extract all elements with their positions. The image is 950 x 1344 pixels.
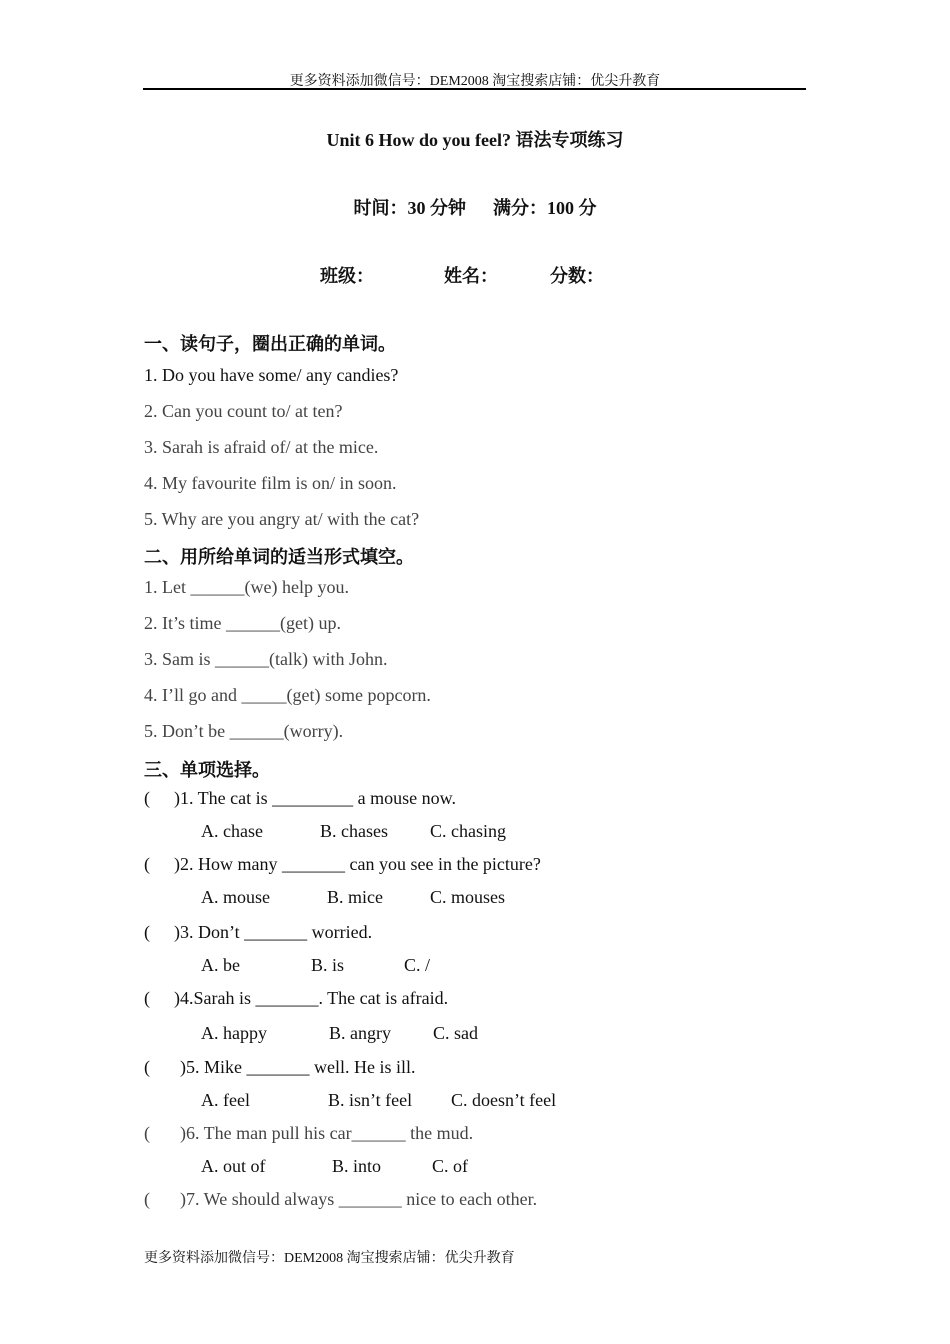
option-b: B. mice xyxy=(327,887,383,907)
exam-meta xyxy=(0,194,950,220)
section-2-item: 4. I’ll go and _____(get) some popcorn. xyxy=(144,685,431,705)
question-stem: )7. We should always _______ nice to each other. xyxy=(180,1189,538,1209)
question-row xyxy=(144,988,448,1009)
question-stem: )2. How many _______ can you see in the picture? xyxy=(174,854,541,874)
question-stem: )6. The man pull his car______ the mud. xyxy=(180,1123,474,1143)
section-1-item: 5. Why are you angry at/ with the cat? xyxy=(144,509,420,529)
answer-bracket: ( xyxy=(144,922,150,942)
class-field-label: 班级： xyxy=(320,266,374,286)
answer-bracket: ( xyxy=(144,988,150,1008)
option-a: A. feel xyxy=(201,1090,250,1110)
question-row xyxy=(144,1189,537,1210)
answer-bracket: ( xyxy=(144,788,150,808)
answer-bracket: ( xyxy=(144,1189,150,1209)
full-score: 满分：100 分 xyxy=(493,198,597,218)
option-a: A. be xyxy=(201,955,240,975)
option-c: C. / xyxy=(404,955,431,975)
option-c: C. sad xyxy=(433,1023,478,1043)
question-row xyxy=(144,1123,473,1144)
option-c: C. chasing xyxy=(430,821,506,841)
section-1-item: 3. Sarah is afraid of/ at the mice. xyxy=(144,437,379,457)
name-field-label: 姓名： xyxy=(444,266,498,286)
score-field-label: 分数： xyxy=(550,266,604,286)
section-2-item: 2. It’s time ______(get) up. xyxy=(144,613,341,633)
page-header: 更多资料添加微信号：DEM2008 淘宝搜索店铺：优尖升教育 xyxy=(289,74,661,89)
option-b: B. chases xyxy=(320,821,388,841)
option-c: C. mouses xyxy=(430,887,506,907)
option-b: B. isn’t feel xyxy=(328,1090,413,1110)
section-3-heading: 三、单项选择。 xyxy=(144,760,270,780)
question-stem: )4.Sarah is _______. The cat is afraid. xyxy=(174,988,449,1008)
section-2-item: 1. Let ______(we) help you. xyxy=(144,577,349,597)
option-c: C. doesn’t feel xyxy=(451,1090,557,1110)
option-a: A. out of xyxy=(201,1156,266,1176)
question-stem: )5. Mike _______ well. He is ill. xyxy=(180,1057,416,1077)
section-2-heading: 二、用所给单词的适当形式填空。 xyxy=(144,547,414,567)
answer-bracket: ( xyxy=(144,1057,150,1077)
header-divider xyxy=(143,88,806,90)
question-row xyxy=(144,788,456,809)
option-c: C. of xyxy=(432,1156,468,1176)
section-2-item: 5. Don’t be ______(worry). xyxy=(144,721,344,741)
question-row xyxy=(144,1057,415,1078)
question-row xyxy=(144,854,541,875)
question-row xyxy=(144,922,372,943)
document-title: Unit 6 How do you feel? 语法专项练习 xyxy=(326,130,624,150)
question-stem: )1. The cat is _________ a mouse now. xyxy=(174,788,456,808)
time-limit: 时间：30 分钟 xyxy=(353,198,466,218)
section-1-heading: 一、读句子，圈出正确的单词。 xyxy=(144,334,396,354)
section-1-item: 4. My favourite film is on/ in soon. xyxy=(144,473,397,493)
section-1-item: 2. Can you count to/ at ten? xyxy=(144,401,343,421)
question-stem: )3. Don’t _______ worried. xyxy=(174,922,373,942)
option-a: A. happy xyxy=(201,1023,267,1043)
option-a: A. chase xyxy=(201,821,263,841)
section-2-item: 3. Sam is ______(talk) with John. xyxy=(144,649,388,669)
page-footer: 更多资料添加微信号：DEM2008 淘宝搜索店铺：优尖升教育 xyxy=(144,1251,515,1266)
option-b: B. angry xyxy=(329,1023,391,1043)
answer-bracket: ( xyxy=(144,1123,150,1143)
option-a: A. mouse xyxy=(201,887,270,907)
section-1-item: 1. Do you have some/ any candies? xyxy=(144,365,399,385)
option-b: B. into xyxy=(332,1156,382,1176)
option-b: B. is xyxy=(311,955,345,975)
answer-bracket: ( xyxy=(144,854,150,874)
